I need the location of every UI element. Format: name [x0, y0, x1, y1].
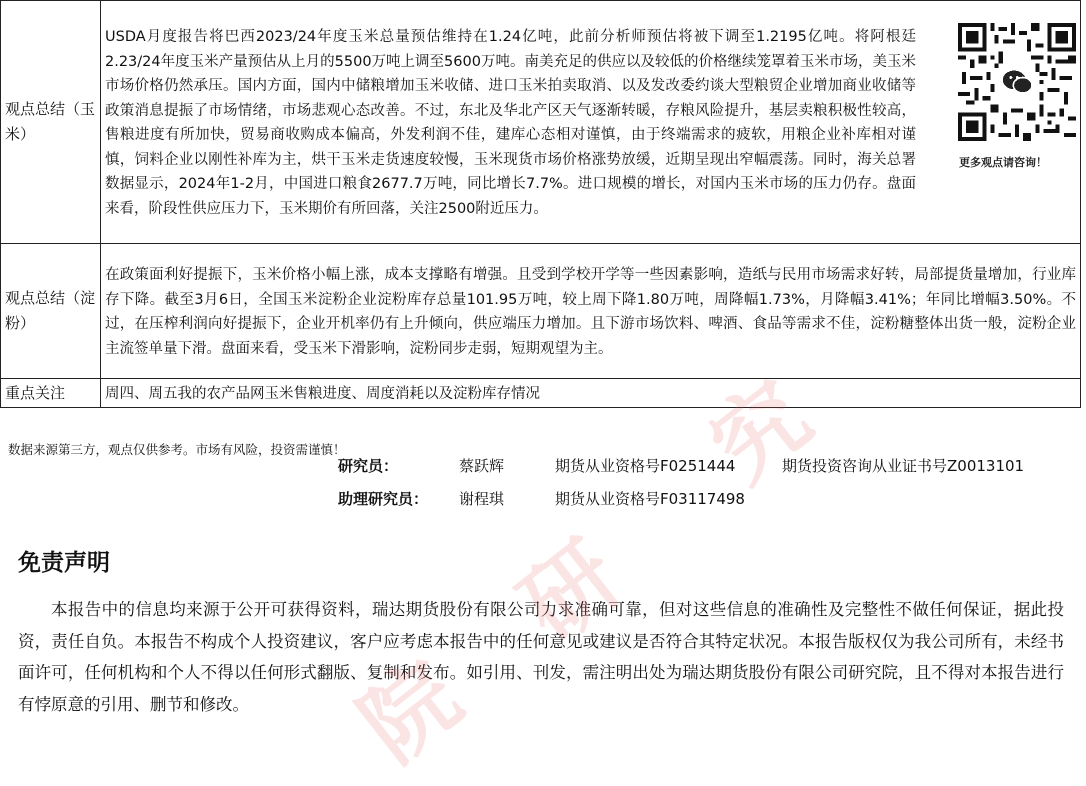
- qr-code-icon: [957, 23, 1077, 141]
- row-content-corn: [101, 1, 1081, 244]
- watermark-char: 研: [500, 520, 640, 663]
- watermark-char: 院: [340, 640, 480, 783]
- row-label-corn: 观点总结（玉米）: [1, 1, 101, 244]
- watermark-char: 究: [690, 360, 830, 503]
- qr-area: [916, 25, 1076, 221]
- corn-summary-text: USDA月度报告将巴西2023/24年度玉米总量预估维持在1.24亿吨，此前分析师预估将被下调至1.2195亿吨。将阿根廷2.23/24年度玉米产量预估从上月的5500万吨上调至5600万吨。南美充足的供应以及较低的价格继续笼罩着玉米市场，美玉米市场价格仍然承压。国内方面，国内中储粮增加玉米收储、进口玉米拍卖取消、以及发改委约谈大型粮贸企业增加商业收储等政策消息提振了市场情绪，市场悲观心态改善。不过，东北及华北产区天气逐渐转暖，存粮风险提升，基层卖粮积极性较高，售粮进度有所加快，贸易商收购成本偏高，外发利润不佳，建库心态相对谨慎，由于终端需求的疲软，用粮企业补库相对谨慎，饲料企业以刚性补库为主，烘干玉米走货速度较慢，玉米现货市场价格涨势放缓，近期呈现出窄幅震荡。同时，海关总署数据显示，2024年1-2月，中国进口粮食2677.7万吨，同比增长7.7%。进口规模的增长，对国内玉米市场的压力仍存。盘面来看，阶段性供应压力下，玉米期价有所回落，关注2500附近压力。: [105, 29, 916, 217]
- disclaimer-heading: 免责声明: [18, 550, 110, 576]
- assistant-researcher-name: 谢程琪: [459, 490, 505, 508]
- researcher-label: 研究员：: [338, 457, 399, 475]
- assistant-researcher-label: 助理研究员：: [338, 490, 429, 508]
- qr-caption: 更多观点请咨询！: [959, 156, 1047, 169]
- source-note: 数据来源第三方，观点仅供参考。市场有风险，投资需谨慎！: [8, 442, 346, 457]
- disclaimer-text: 本报告中的信息均来源于公开可获得资料，瑞达期货股份有限公司力求准确可靠，但对这些信息的准确性及完整性不做任何保证，据此投资，责任自负。本报告不构成个人投资建议，客户应考虑本报告中的任何意见或建议是否符合其特定状况。本报告版权仅为我公司所有，未经书面许可，任何机构和个人不得以任何形式翻版、复制和发布。如引用、刊发，需注明出处为瑞达期货股份有限公司研究院，且不得对本报告进行有悖原意的引用、删节和修改。: [18, 600, 1064, 714]
- row-label-focus: 重点关注: [1, 379, 101, 408]
- row-content-focus: 周四、周五我的农产品网玉米售粮进度、周度消耗以及淀粉库存情况: [101, 379, 1081, 408]
- assistant-researcher-qualification: 期货从业资格号F03117498: [555, 490, 745, 508]
- researcher-consult-cert: 期货投资咨询从业证书号Z0013101: [782, 457, 1025, 475]
- researcher-name: 蔡跃辉: [459, 457, 505, 475]
- researcher-qualification: 期货从业资格号F0251444: [555, 457, 736, 475]
- row-content-starch: 在政策面利好提振下，玉米价格小幅上涨，成本支撑略有增强。且受到学校开学等一些因素影响，造纸与民用市场需求好转，局部提货量增加，行业库存下降。截至3月6日，全国玉米淀粉企业淀粉库存总量101.95万吨，较上周下降1.80万吨，周降幅1.73%，月降幅3.41%；年同比增幅3.50%。不过，在压榨利润向好提振下，企业开机率仍有上升倾向，供应端压力增加。且下游市场饮料、啤酒、食品等需求不佳，淀粉糖整体出货一般，淀粉企业主流签单量下滑。盘面来看，受玉米下滑影响，淀粉同步走弱，短期观望为主。: [101, 244, 1081, 379]
- row-label-starch: 观点总结（淀粉）: [1, 244, 101, 379]
